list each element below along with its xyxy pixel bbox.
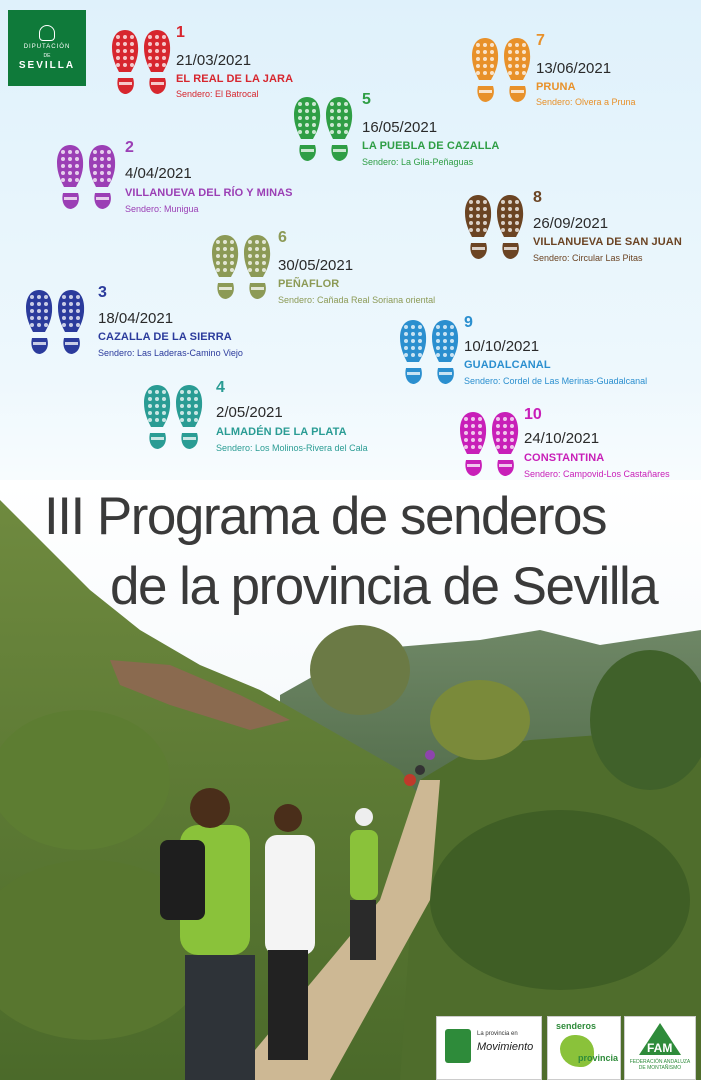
route-trail: Sendero: La Gila-Peñaguas <box>362 157 474 167</box>
route-trail: Sendero: El Batrocal <box>176 89 259 99</box>
route-number: 9 <box>464 314 473 331</box>
footprints-icon <box>142 383 204 453</box>
route-town: CAZALLA DE LA SIERRA <box>98 331 232 343</box>
route-trail: Sendero: Circular Las Pitas <box>533 253 643 263</box>
route-number: 2 <box>125 139 134 156</box>
route-town: GUADALCANAL <box>464 359 551 371</box>
partner-logo-provincia-movimiento <box>436 1016 542 1080</box>
partner-2-main: provincia <box>578 1053 619 1063</box>
footprints-icon <box>470 36 532 106</box>
route-number: 3 <box>98 284 107 301</box>
footprints-icon <box>398 318 460 388</box>
route-number: 8 <box>533 189 542 206</box>
route-number: 7 <box>536 32 545 49</box>
route-town: EL REAL DE LA JARA <box>176 73 294 85</box>
diputacion-sevilla-logo <box>8 10 86 86</box>
route-number: 1 <box>176 24 185 41</box>
logo-line-3: SEVILLA <box>18 60 76 71</box>
route-date: 10/10/2021 <box>464 338 540 355</box>
route-town: PEÑAFLOR <box>278 278 340 290</box>
route-trail: Sendero: Cañada Real Soriana oriental <box>278 295 436 305</box>
route-4 <box>142 379 442 463</box>
route-date: 18/04/2021 <box>98 310 174 327</box>
footprints-icon <box>24 288 86 358</box>
route-7 <box>470 32 701 116</box>
partner-2-top: senderos <box>556 1021 597 1031</box>
route-8 <box>463 189 701 273</box>
route-town: VILLANUEVA DE SAN JUAN <box>533 236 682 248</box>
route-date: 26/09/2021 <box>533 215 609 232</box>
route-number: 5 <box>362 91 371 108</box>
route-number: 6 <box>278 229 287 246</box>
route-town: PRUNA <box>536 81 576 93</box>
footprints-icon <box>463 193 525 263</box>
route-town: VILLANUEVA DEL RÍO Y MINAS <box>125 187 293 199</box>
route-9 <box>398 314 698 398</box>
partner-1-main: Movimiento <box>477 1041 534 1053</box>
route-number: 10 <box>524 406 542 423</box>
route-trail: Sendero: Las Laderas-Camino Viejo <box>98 348 243 358</box>
route-trail: Sendero: Munigua <box>125 204 199 214</box>
poster-title-line-1: III Programa de senderos <box>44 487 607 546</box>
route-number: 4 <box>216 379 225 396</box>
route-date: 2/05/2021 <box>216 404 283 421</box>
route-date: 21/03/2021 <box>176 52 252 69</box>
route-date: 13/06/2021 <box>536 60 612 77</box>
route-trail: Sendero: Campovid-Los Castañares <box>524 469 670 479</box>
crest-icon <box>39 25 55 41</box>
route-date: 30/05/2021 <box>278 257 354 274</box>
route-town: ALMADÉN DE LA PLATA <box>216 426 347 438</box>
route-date: 16/05/2021 <box>362 119 438 136</box>
route-trail: Sendero: Los Molinos-Rivera del Cala <box>216 443 368 453</box>
footprints-icon <box>110 28 172 98</box>
footprints-icon <box>210 233 272 303</box>
logo-line-1: DIPUTACIÓN <box>23 44 71 50</box>
partner-logo-fam <box>624 1016 696 1080</box>
route-date: 4/04/2021 <box>125 165 192 182</box>
partner-1-top: La provincia en <box>477 1031 518 1037</box>
partner-3-caption: FEDERACIÓN ANDALUZA DE MONTAÑISMO <box>629 1059 691 1071</box>
footprints-icon <box>292 95 354 165</box>
logo-line-2: DE <box>43 53 51 59</box>
m-logo-icon <box>445 1029 471 1063</box>
partner-logo-senderos-provincia <box>547 1016 621 1080</box>
route-town: LA PUEBLA DE CAZALLA <box>362 140 500 152</box>
route-trail: Sendero: Olvera a Pruna <box>536 97 636 107</box>
partner-3-main: FAM <box>647 1041 673 1055</box>
poster-title-line-2: de la provincia de Sevilla <box>110 557 658 616</box>
footprints-icon <box>458 410 520 480</box>
route-date: 24/10/2021 <box>524 430 600 447</box>
footprints-icon <box>55 143 117 213</box>
route-10 <box>458 406 701 490</box>
route-trail: Sendero: Cordel de Las Merinas-Guadalcanal <box>464 376 648 386</box>
route-town: CONSTANTINA <box>524 452 605 464</box>
